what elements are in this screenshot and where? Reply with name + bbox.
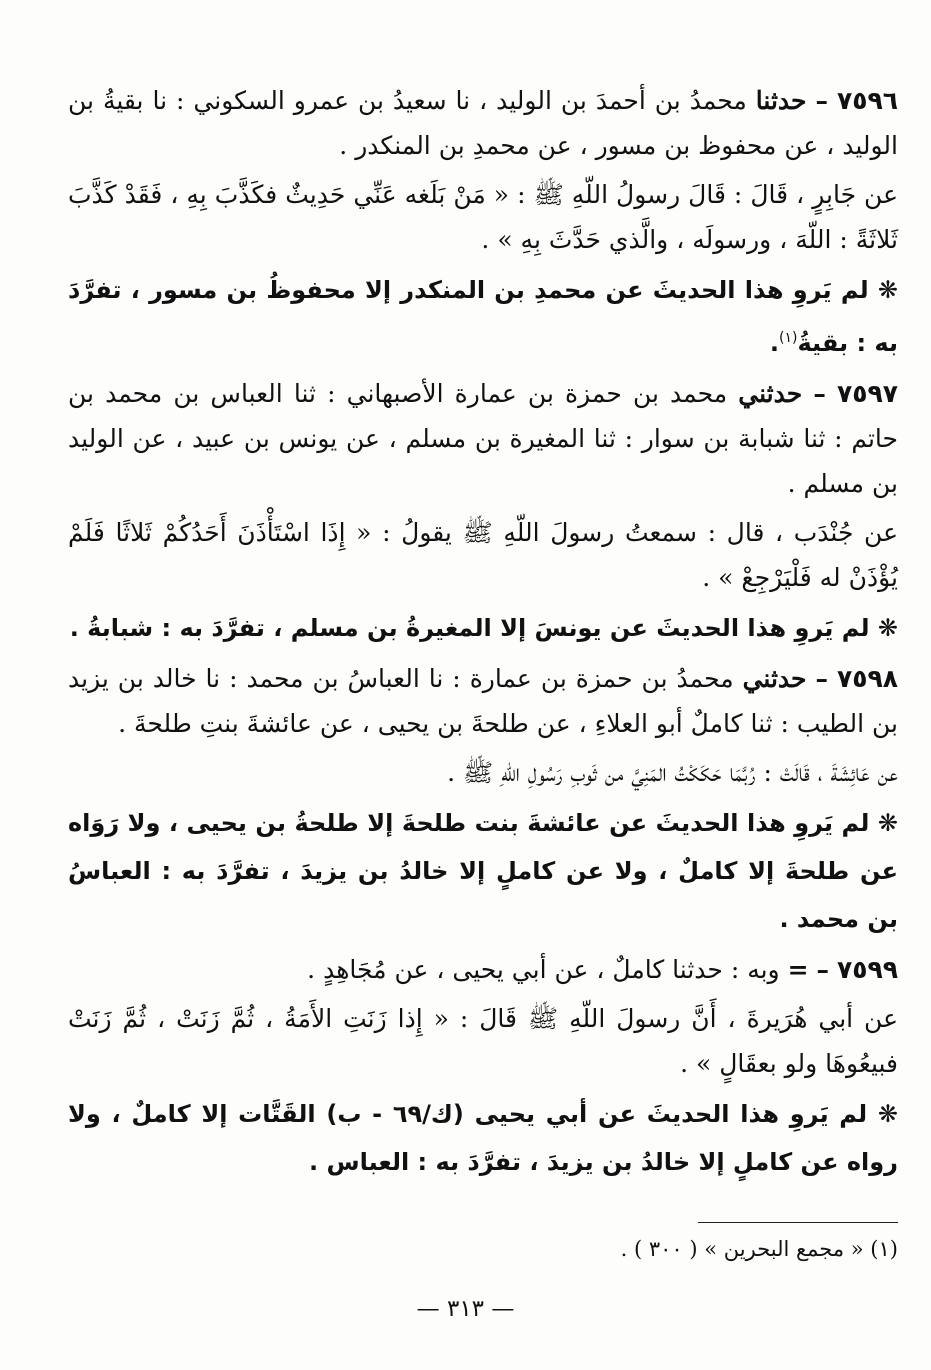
- hadith-number: ٧٥٩٧: [836, 379, 899, 408]
- page-body: [68, 78, 898, 1190]
- dash: –: [815, 664, 828, 693]
- hadith-number: ٧٥٩٨: [836, 664, 898, 693]
- hadith-7598-note: [68, 799, 898, 943]
- isnad-text: محمد بن حمزة بن عمارة الأصبهاني : ثنا العباس بن محمد بن حاتم : ثنا شبابة بن سوار : ثنا المغيرة بن مسلم ، عن يونس بن عبيد ، عن الوليد بن مسلم .: [68, 379, 898, 498]
- note-text: لم يَروِ هذا الحديثَ عن أبي يحيى (ك/٦٩ - ب) القَتَّات إلا كاملٌ ، ولا رواه عن كاملٍ إلا خالدُ بن يزيدَ ، تفرَّدَ به : العباس .: [68, 1100, 898, 1176]
- hadith-number: ٧٥٩٩: [836, 955, 898, 984]
- hadith-7597-note: [68, 604, 898, 652]
- footnote: (١) « مجمع البحرين » ( ٣٠٠ ) .: [620, 1237, 898, 1261]
- note-end: .: [769, 329, 780, 357]
- star-ornament-icon: ❋: [877, 614, 898, 642]
- dash: –: [813, 379, 826, 408]
- hadith-lead: حدثني: [738, 379, 803, 408]
- hadith-7596-isnad: [68, 78, 898, 168]
- hadith-lead: حدثني: [742, 664, 807, 693]
- hadith-7597-isnad: [68, 371, 898, 506]
- footnote-divider: [698, 1222, 898, 1223]
- hadith-number: ٧٥٩٦: [836, 86, 898, 115]
- dash: –: [816, 955, 829, 984]
- hadith-lead: حدثنا: [755, 86, 807, 115]
- hadith-7599-note: [68, 1090, 898, 1186]
- hadith-7599-isnad: [68, 947, 898, 992]
- isnad-text: محمدُ بن حمزة بن عمارة : نا العباسُ بن محمد : نا خالد بن يزيد بن الطيب : ثنا كاملٌ أبو العلاءِ ، عن طلحةَ بن يحيى ، عن عائشةَ بنتِ طلحةَ .: [68, 664, 898, 738]
- star-ornament-icon: ❋: [877, 1100, 898, 1128]
- footnote-ref: (١): [779, 330, 798, 346]
- star-ornament-icon: ❋: [877, 809, 899, 837]
- hadith-7596-matn: عن جَابِرٍ ، قَالَ : قَالَ رسولُ اللّهِ ﷺ : « مَنْ بَلَغه عَنِّي حَدِيثٌ فكَذَّبَ بِهِ ، فَقَدْ كَذَّبَ ثَلاثَةً : اللّهَ ، ورسولَه ، والَّذي حَدَّثَ بِهِ » .: [68, 180, 898, 254]
- note-text: لم يَروِ هذا الحديثَ عن يونسَ إلا المغيرةُ بن مسلم ، تفرَّدَ به : شبابةُ .: [69, 614, 870, 642]
- star-ornament-icon: ❋: [877, 276, 898, 304]
- hadith-7598-matn: عن عَائِشَةَ ، قَالَتْ : رُبَّمَا حَكَكْتُ المَنِيَّ من ثَوبِ رَسُولِ اللّهِ ﷺ .: [447, 758, 898, 787]
- note-text: لم يَروِ هذا الحديثَ عن محمدِ بن المنكدر إلا محفوظُ بن مسور ، تفرَّدَ به : بقيةُ: [68, 276, 898, 357]
- hadith-7598-isnad: [68, 656, 898, 746]
- note-text: لم يَروِ هذا الحديثَ عن عائشةَ بنت طلحةَ إلا طلحةُ بن يحيى ، ولا رَوَاه عن طلحةَ إلا كاملٌ ، ولا عن كاملٍ إلا خالدُ بن يزيدَ ، تفرَّدَ به : العباسُ بن محمد .: [68, 809, 898, 933]
- hadith-7597-matn: عن جُنْدَب ، قال : سمعتُ رسولَ اللّهِ ﷺ يقولُ : « إِذَا اسْتَأْذَنَ أَحَدُكُمْ ثَلاثًا فَلَمْ يُؤْذَنْ له فَلْيَرْجِعْ » .: [68, 518, 898, 592]
- isnad-text: محمدُ بن أحمدَ بن الوليد ، نا سعيدُ بن عمرو السكوني : نا بقيةُ بن الوليد ، عن محفوظ بن مسور ، عن محمدِ بن المنكدر .: [68, 86, 898, 160]
- dash: –: [815, 86, 828, 115]
- page-number: — ٣١٣ —: [416, 1296, 515, 1322]
- hadith-7596-note: [68, 266, 898, 367]
- hadith-lead: =: [787, 955, 809, 984]
- isnad-text: وبه : حدثنا كاملٌ ، عن أبي يحيى ، عن مُجَاهِدٍ .: [307, 955, 780, 984]
- hadith-7599-matn: عن أبي هُرَيرةَ ، أَنَّ رسولَ اللّهِ ﷺ قَالَ : « إِذا زَنَتِ الأَمَةُ ، ثُمَّ زَنَتْ ، ثُمَّ زَنَتْ فبيعُوهَا ولو بعقَالٍ » .: [68, 1004, 898, 1078]
